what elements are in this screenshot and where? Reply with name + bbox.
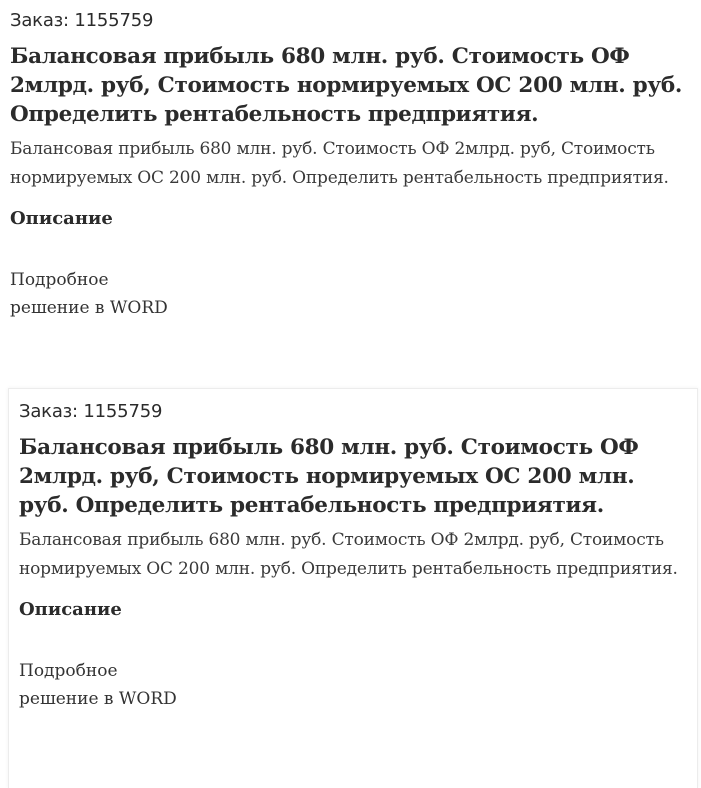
description-text: Подробное решение в WORD [19, 661, 177, 709]
description-text: Подробное решение в WORD [10, 270, 168, 318]
order-title: Балансовая прибыль 680 млн. руб. Стоимость ОФ 2млрд. руб, Стоимость нормируемых ОС 200 млн. руб. Определить рентабельность предприятия. [10, 44, 683, 127]
order-body: Балансовая прибыль 680 млн. руб. Стоимость ОФ 2млрд. руб, Стоимость нормируемых ОС 200 млн. руб. Определить рентабельность предприятия. [19, 530, 678, 579]
order-title: Балансовая прибыль 680 млн. руб. Стоимость ОФ 2млрд. руб, Стоимость нормируемых ОС 200 млн. руб. Определить рентабельность предприятия. [19, 435, 639, 518]
order-card [0, 0, 701, 380]
description-heading: Описание [10, 208, 113, 229]
order-card-duplicate [8, 388, 698, 788]
description-heading: Описание [19, 599, 122, 620]
order-number: Заказ: 1155759 [19, 401, 163, 422]
order-number: Заказ: 1155759 [10, 10, 154, 31]
order-body: Балансовая прибыль 680 млн. руб. Стоимость ОФ 2млрд. руб, Стоимость нормируемых ОС 200 млн. руб. Определить рентабельность предприятия. [10, 139, 669, 188]
